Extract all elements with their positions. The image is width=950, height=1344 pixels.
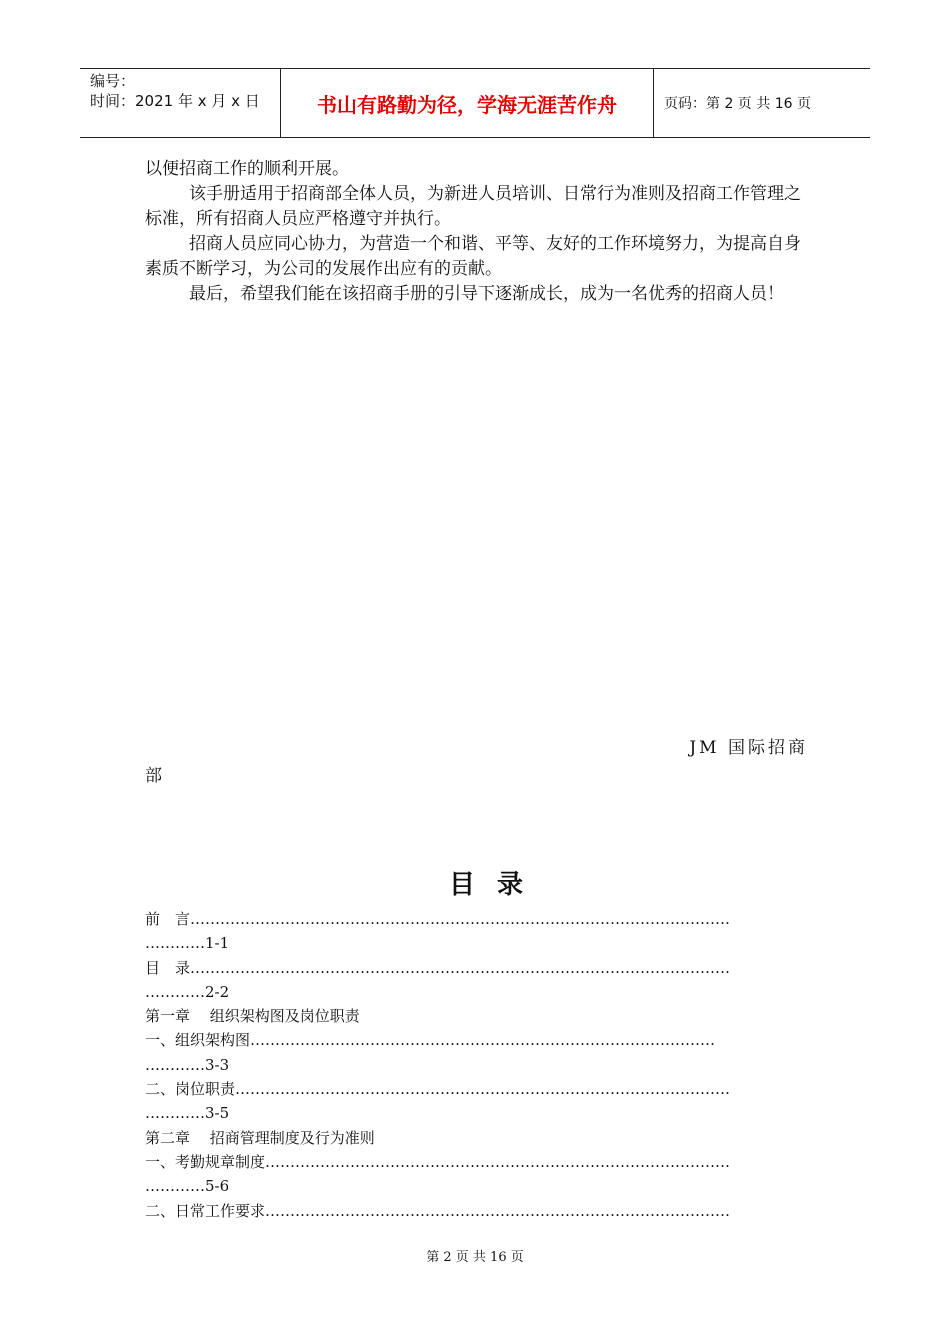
toc-row[interactable]: 目 录………………………………………………………………………………………………: [145, 958, 731, 977]
toc-title: 目录: [448, 870, 545, 900]
paragraph: 以便招商工作的顺利开展。: [145, 159, 349, 179]
header-number: 编号：: [90, 72, 136, 90]
toc-row[interactable]: 前 言………………………………………………………………………………………………: [145, 910, 731, 928]
page-header: [80, 68, 870, 138]
toc-row[interactable]: 二、日常工作要求…………………………………………………………………………………: [145, 1201, 731, 1220]
paragraph: 招商人员应同心协力，为营造一个和谐、平等、友好的工作环境努力，为提高自身素质不断学习，为公司的发展作出应有的贡献。: [145, 234, 801, 279]
body-text: [145, 157, 808, 307]
header-date: 时间：2021 年 x 月 x 日: [90, 92, 260, 110]
toc-row[interactable]: …………3-3: [145, 1055, 230, 1074]
paragraph: 最后，希望我们能在该招商手册的引导下逐渐成长，成为一名优秀的招商人员！: [189, 284, 784, 304]
toc-row[interactable]: …………1-1: [145, 934, 230, 953]
signature-line-1: JM 国际招商: [689, 738, 808, 758]
paragraph: 该手册适用于招商部全体人员，为新进人员培训、日常行为准则及招商工作管理之标准，所有招商人员应严格遵守并执行。: [145, 184, 801, 229]
signature-line-2: 部: [145, 766, 162, 786]
toc-row[interactable]: …………3-5: [145, 1104, 230, 1123]
table-of-contents: [145, 907, 810, 1223]
toc-row[interactable]: 一、考勤规章制度…………………………………………………………………………………: [145, 1152, 731, 1171]
page-footer: 第 2 页 共 16 页: [426, 1250, 524, 1265]
toc-row[interactable]: 第一章 组织架构图及岗位职责: [145, 1007, 360, 1026]
toc-row[interactable]: 二、岗位职责………………………………………………………………………………………: [145, 1080, 731, 1099]
header-motto: 书山有路勤为径，学海无涯苦作舟: [281, 69, 654, 137]
toc-row[interactable]: 一、组织架构图…………………………………………………………………………………: [145, 1031, 716, 1050]
toc-row[interactable]: …………5-6: [145, 1177, 230, 1196]
toc-row[interactable]: …………2-2: [145, 982, 230, 1001]
header-meta: [80, 69, 281, 137]
toc-row[interactable]: 第二章 招商管理制度及行为准则: [145, 1128, 375, 1147]
header-page-number: 页码：第 2 页 共 16 页: [664, 96, 811, 112]
